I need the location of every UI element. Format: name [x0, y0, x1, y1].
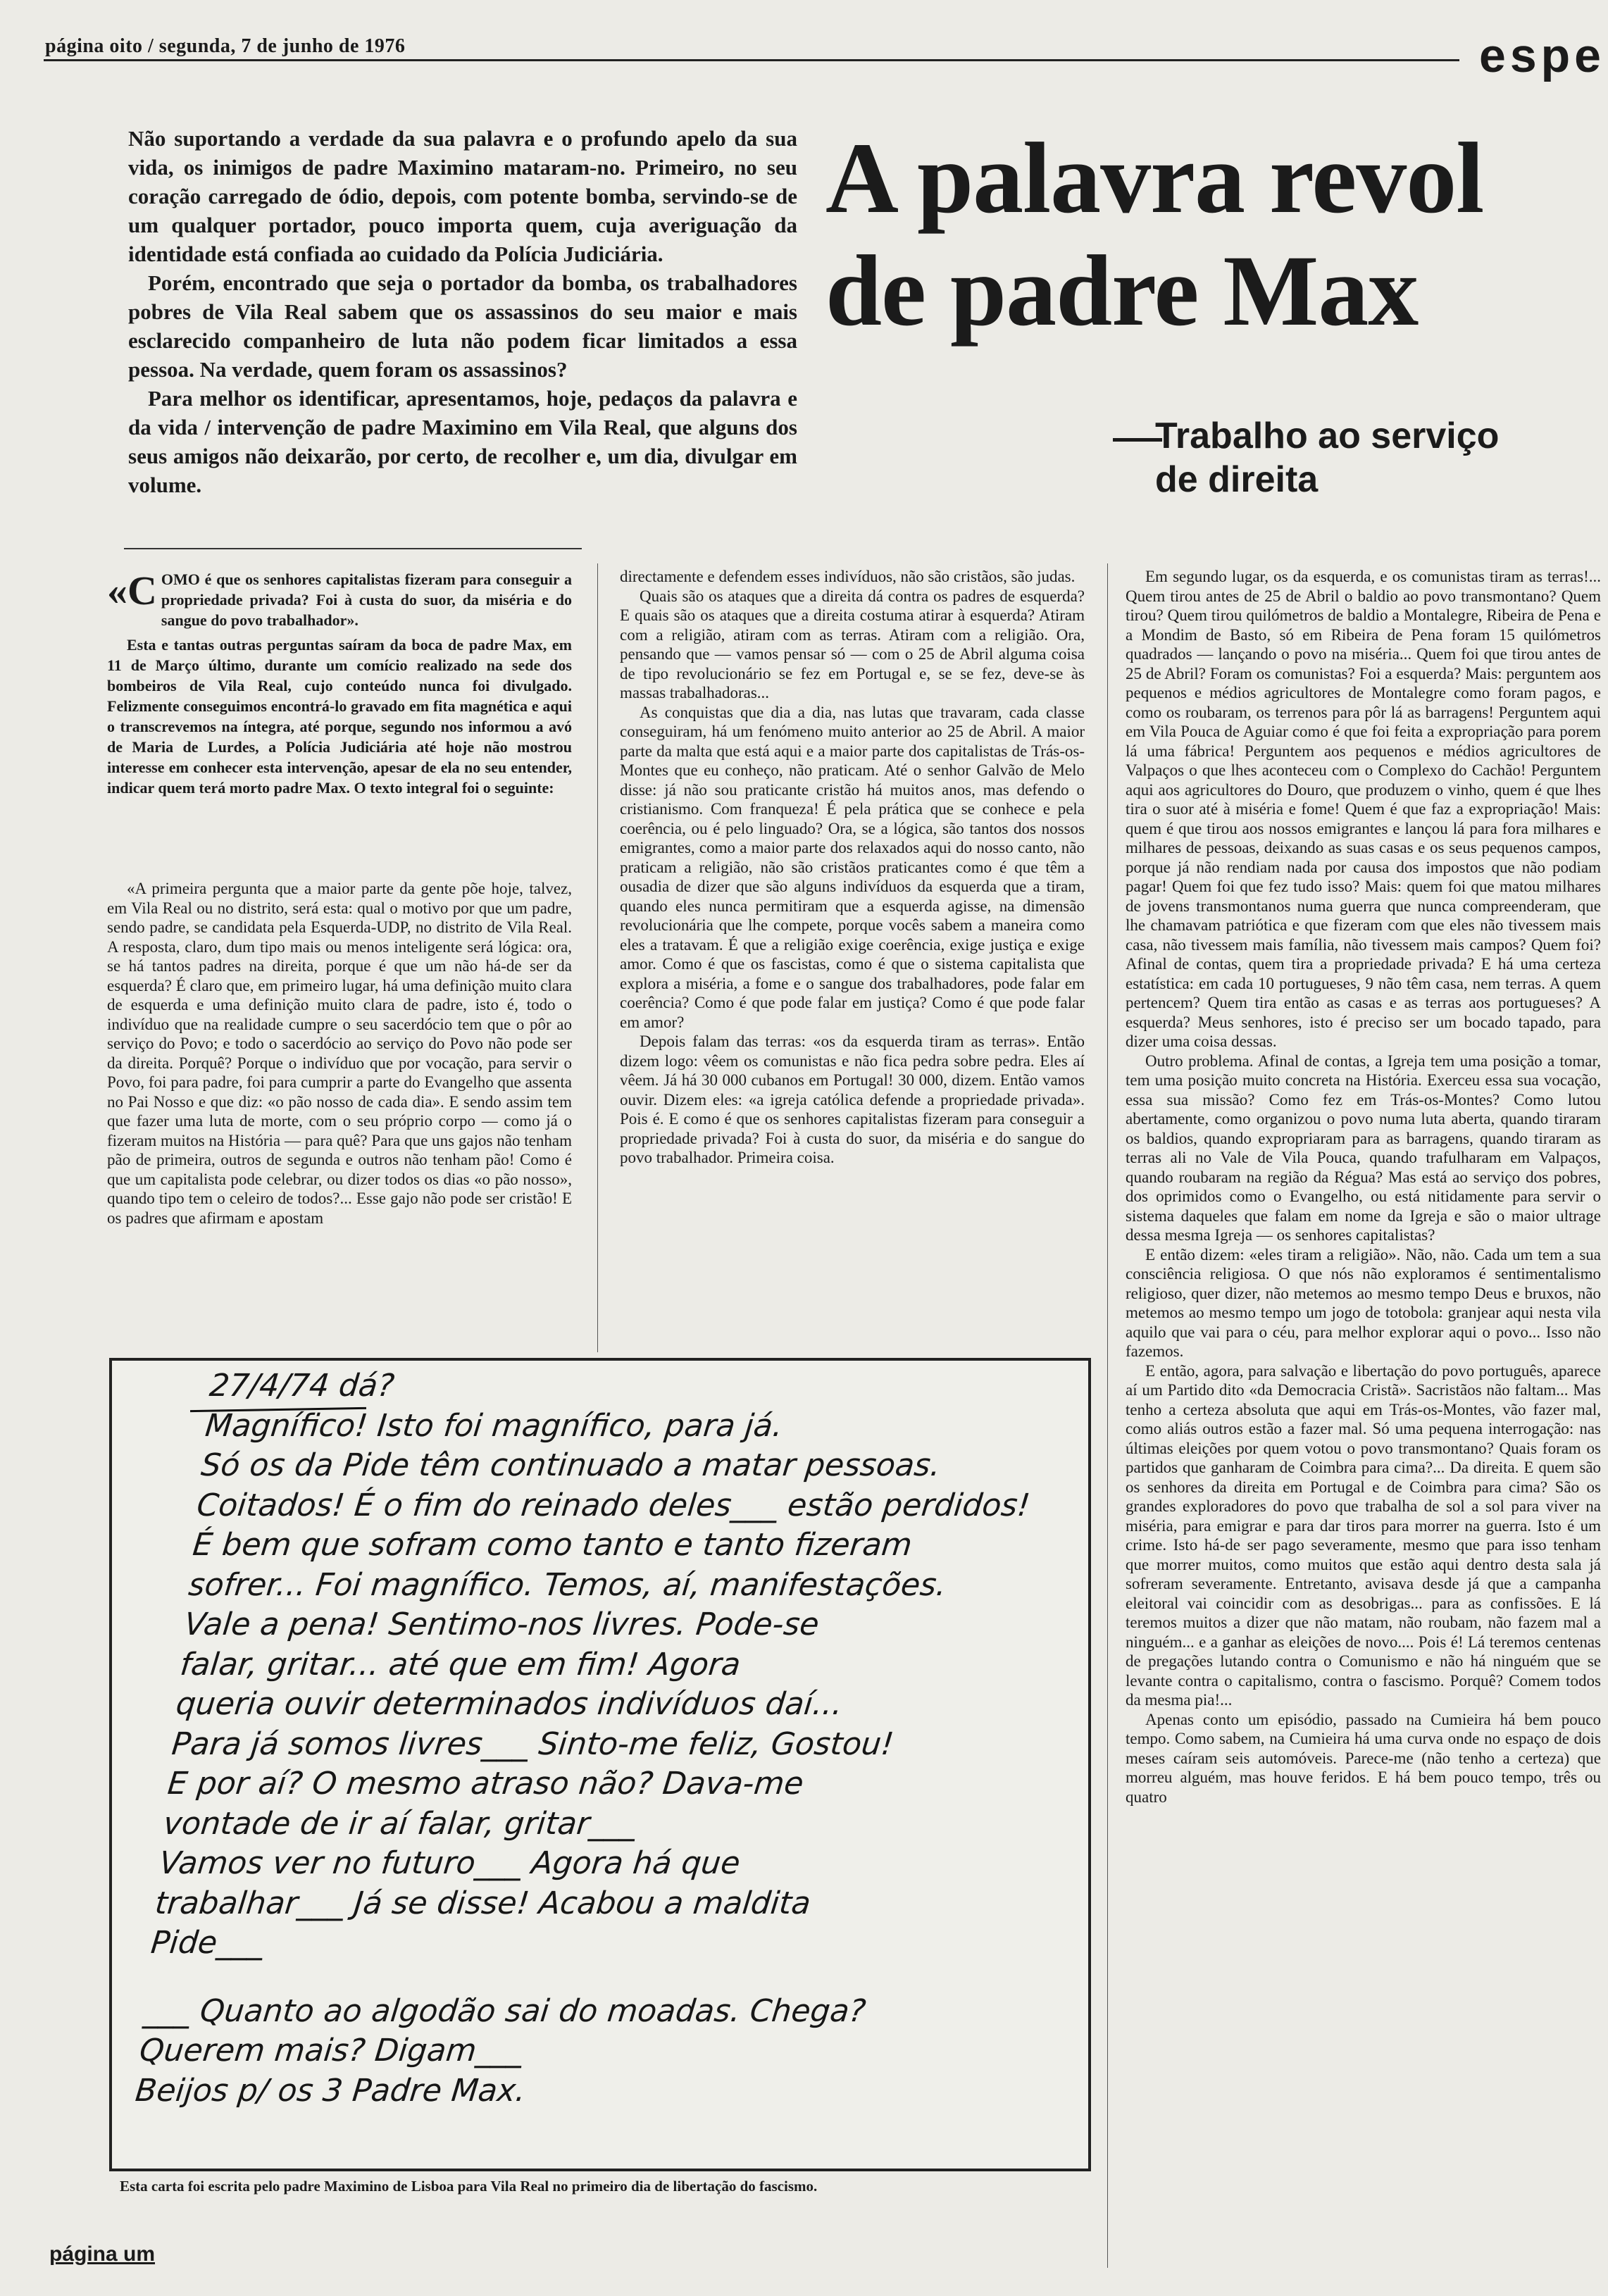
handwritten-letter: [133, 1366, 1113, 2111]
body-paragraph: E então dizem: «eles tiram a religião». Não, não. Cada um tem a sua consciência religiosa. O que nós não exploramos é sentimentalismo religioso, quer dizer, não metemos ao mesmo tempo Deus e bruxos, não metemos ao mesmo tempo um jogo de totobola: granjear aqui nesta vila aquilo que vai para o céu, para melhor explorar aqui o povo... Isso não fazemos.: [1126, 1245, 1601, 1360]
body-paragraph: As conquistas que dia a dia, nas lutas que travaram, cada classe conseguiram, há um fenómeno muito anterior ao 25 de Abril. A maior parte da malta que está aqui e a maior parte dos capitalistas de Trás-os-Montes que eu conheço, não praticam. Até o senhor Galvão de Melo disse: já não sou praticante cristão há muitos anos, mas defendo o cristianismo. Com franqueza! É pela prática que se conhece e pela coerência, ou é pelo linguado? Ora, se a lógica, são tantos dos nossos emigrantes, como a maior parte dos relaxados aqui do nosso canto, não praticam a religião, não são cristãos praticantes como é que têm a ousadia de dizer que são alguns indivíduos da esquerda que a tiram, quando eles nunca permitiram que a esquerda agisse, na dimensão revolucionária que lhe compete, porque vocês sabem a maneira como eles a tratavam. É que a religião exige coerência, exige justiça e exige amor. Como é que os fascistas, como é que o sistema capitalista que explora a miséria, a fome e o sangue dos trabalhadores, pode falar em coerência? Como é que pode falar em justiça? Como é que pode falar em amor?: [620, 703, 1085, 1031]
headline-line-2: de padre Max: [825, 235, 1419, 347]
intro-rule: [124, 548, 582, 549]
letter-line: Vale a pena! Sentimo-nos livres. Pode-se: [182, 1606, 821, 1642]
subheadline: [1155, 414, 1606, 501]
section-title: espe: [1479, 29, 1605, 82]
letter-line: Vamos ver no futuro___ Agora há que: [157, 1845, 742, 1881]
headline-line-1: A palavra revol: [825, 123, 1484, 235]
letter-line: Pide___: [149, 1925, 266, 1961]
body-paragraph: Apenas conto um episódio, passado na Cumieira há bem pouco tempo. Como sabem, na Cumieira há uma curva onde no espaço de dois meses caíram seis automóveis. Parece-me (não tenho a certeza) que morreu alguém, mas houve feridos. E há bem pouco tempo, três ou quatro: [1126, 1710, 1601, 1806]
body-paragraph: «A primeira pergunta que a maior parte da gente põe hoje, talvez, em Vila Real ou no distrito, será esta: qual o motivo por que um padre, sendo padre, se candidata pela Esquerda-UDP, no distrito de Vila Real. A resposta, claro, dum tipo mais ou menos inteligente será lógica: ora, se há tantos padres na direita, porque é que um não há-de ser da esquerda? É claro que, em primeiro lugar, há uma definição muito clara de esquerda e uma definição muito clara de padre, isto é, todo o indivíduo que na realidade cumpre o seu sacerdócio tem que o pôr ao serviço do Povo; e todo o sacerdócio ao serviço do Povo não pode ser da direita. Porquê? Porque o indivíduo que por vocação, para servir o Povo, foi para padre, foi para cumprir a parte do Evangelho que assenta no Pai Nosso e que diz: «o pão nosso de cada dia». E sendo assim tem que fazer uma luta de morte, com o seu próprio corpo — como já o fizeram muitos na História — para quê? Para que uns gajos não tenham pão de primeira, outros de segunda e outros não tenham pão! Como é que um capitalista pode celebrar, ou dizer todos os dias «o pão nosso», quando tipo tem o celeiro de todos?... Esse gajo não pode ser cristão! E os padres que afirmam e apostam: [107, 880, 572, 1227]
footer-label: página um: [49, 2242, 156, 2266]
running-head: página oito / segunda, 7 de junho de 1976: [45, 35, 406, 57]
letter-line: ___ Quanto ao algodão sai do moadas. Chega?: [142, 1992, 868, 2029]
letter-line: 27/4/74 dá?: [207, 1368, 397, 1404]
letter-caption: Esta carta foi escrita pelo padre Maximino de Lisboa para Vila Real no primeiro dia de libertação do fascismo.: [120, 2178, 818, 2195]
letter-line: queria ouvir determinados indivíduos daí...: [174, 1686, 844, 1722]
body-paragraph: Outro problema. Afinal de contas, a Igreja tem uma posição a tomar, tem uma posição muito concreta na História. Exerceu essa sua vocação, essa sua missão? Como fez em Trás-os-Montes? Como lutou abertamente, como organizou o povo numa luta aberta, quando tiraram os baldios, quando expropriaram para as barragens, quando tiraram as terras ali no Vale de Vila Pouca, quando trafulharam em Valpaços, quando roubaram na região da Régua? Mas está ao serviço dos pobres, dos oprimidos como o Evangelho, ou está nitidamente para servir o sistema daqueles que falam em nome da Igreja e são o maior ultrage dessa mesma Igreja — os senhores capitalistas?: [1126, 1052, 1601, 1244]
body-paragraph: Em segundo lugar, os da esquerda, e os comunistas tiram as terras!... Quem tirou antes de 25 de Abril o baldio ao povo transmontano? Quem tirou? Quem tirou quilómetros de baldio a Montalegre, Ribeira de Pena e a Mondim de Basto, só em Ribeira de Pena foram 15 quilómetros quadrados — lançando o povo na miséria... Quem foi que tirou antes de 25 de Abril? Foram os comunistas? Foi a esquerda? Mais: perguntem aos pequenos e médios agricultores de Montalegre como foram pagos, e como os roubaram, os terrenos para pôr lá as barragens! Perguntem aqui em Vila Pouca de Aguiar como é que foi feita a expropriação para porem lá uma fábrica! Perguntem aos pequenos e médios agricultores de Valpaços o que lhes aconteceu com o Complexo do Cachão! Perguntem aqui aos agricultores do Douro, que produzem o vinho, quem é que lhes tira o suor até à miséria e fome! Quem é que faz a expropriação! Mais: quem é que tirou aos nossos emigrantes e lançou lá para fora milhares e milhares de pessoas, deixando as suas casas e os seus pequenos campos, porque já não rendiam nada por causa dos impostos que não podiam pagar! Quem foi que fez tudo isso? Mais: quem foi que matou milhares de jovens transmontanos numa guerra que nunca compreenderam, que lhe chamavam patriótica e que fizeram com que eles não tivessem mais casa, não tivessem mais família, não tivessem mais campos? Quem foi? Afinal de contas, quem tira a propriedade privada? E há uma certeza estatística: em cada 10 portugueses, 9 não têm casa, nem terras. A quem pertencem? Quem tira então as casas e as terras aos portugueses? A esquerda? Meus senhores, isto é preciso ser um bocado tapado, para dizer uma coisa dessas.: [1126, 568, 1601, 1050]
letter-line: falar, gritar... até que em fim! Agora: [178, 1646, 742, 1683]
intro-block: [128, 124, 797, 499]
subheadline-line-1: Trabalho ao serviço: [1155, 416, 1500, 456]
intro-paragraph: Porém, encontrado que seja o portador da bomba, os trabalhadores pobres de Vila Real sabem que os assassinos do seu maior e mais esclarecido companheiro de luta não podem ficar limitados a essa pessoa. Na verdade, quem foram os assassinos?: [128, 270, 797, 382]
letter-line: sofrer... Foi magnífico. Temos, aí, manifestações.: [187, 1566, 949, 1603]
letter-line: Para já somos livres___ Sinto-me feliz, Gostou!: [170, 1726, 896, 1762]
column-3-body: [1126, 567, 1601, 1807]
letter-line: Querem mais? Digam___: [137, 2033, 525, 2069]
letter-line: Beijos p/ os 3 Padre Max.: [133, 2072, 528, 2109]
lead-block: [107, 569, 572, 798]
letter-line: Só os da Pide têm continuado a matar pessoas.: [199, 1447, 942, 1483]
body-paragraph: Depois falam das terras: «os da esquerda tiram as terras». Então dizem logo: vêem os comunistas e não fica pedra sobre pedra. Eles aí vêem. Já há 30 000 cubanos em Portugal! 30 000, dizem. Então vamos ouvir. Dizem eles: «a igreja católica defende a propriedade privada». Pois é. E como é que os senhores capitalistas fizeram para conseguir a propriedade privada? Foi à custa do suor, da miséria e do sangue do povo trabalhador. Primeira coisa.: [620, 1032, 1085, 1166]
header-rule: [44, 59, 1459, 61]
column-divider: [597, 563, 598, 1352]
letter-line: Coitados! É o fim do reinado deles___ estão perdidos!: [195, 1487, 1032, 1523]
drop-cap: «C: [107, 568, 157, 613]
letter-line: vontade de ir aí falar, gritar___: [161, 1805, 638, 1842]
column-1-body: [107, 879, 572, 1228]
subheadline-line-2: de direita: [1155, 459, 1319, 500]
letter-line: Magnífico! Isto foi magnífico, para já.: [204, 1407, 785, 1444]
column-2-body: [620, 567, 1085, 1168]
letter-line: É bem que sofram como tanto e tanto fizeram: [191, 1527, 914, 1563]
body-paragraph: directamente e defendem esses indivíduos, não são cristãos, são judas.: [620, 568, 1076, 585]
body-paragraph: E então, agora, para salvação e libertação do povo português, aparece aí um Partido dito «da Democracia Cristã». Sacristãos não faltam... Mas tenho a certeza absoluta que aqui em Trás-os-Montes, vão fazer mal, como aliás outros estão a fazer mal. Só uma pequena interrogação: nas últimas eleições por quem votou o povo transmontano? Quais foram os partidos que ganharam de Coimbra para cima?... Da direita. E quem são os senhores da direita em Portugal e de Coimbra para cima? São os grandes exploradores do povo que trabalha de sol a sol para viver na miséria, para emigrar e para dar tiros para morrer na guerra. Isto é um crime. Isto há-de ser pago severamente, mesmo que para isso tenham que morrer muitos, como muitos que estão aqui dentro desta sala já sofreram severamente. Entretanto, avisava desde já que a campanha eleitoral vai coincidir com as desobrigas... para as confissões. E lá teremos muitos a dizer que não matam, não roubam, não fazem mal a ninguém... e a ganhar as eleições de novo.... Pois é! Lá teremos centenas de pregações lutando contra o Comunismo e não há ninguém que se levante contra o capitalismo, contra o fascismo. Porquê? Comem todos da mesma pia!...: [1126, 1361, 1601, 1709]
letter-line: trabalhar___ Já se disse! Acabou a maldita: [153, 1885, 813, 1921]
headline: [825, 123, 1608, 348]
lead-quote-text: OMO é que os senhores capitalistas fizeram para conseguir a propriedade privada? Foi à custa do suor, da miséria e do sangue do povo trabalhador».: [161, 570, 572, 629]
intro-paragraph: Não suportando a verdade da sua palavra e o profundo apelo da sua vida, os inimigos de padre Maximino mataram-no. Primeiro, no seu coração carregado de ódio, depois, com potente bomba, servindo-se de um qualquer portador, pouco importa quem, cuja averiguação da identidade está confiada ao cuidado da Polícia Judiciária.: [128, 126, 797, 266]
lead-paragraph: Esta e tantas outras perguntas saíram da boca de padre Max, em 11 de Março último, durante um comício realizado na sede dos bombeiros de Vila Real, cujo conteúdo nunca foi divulgado. Felizmente conseguimos encontrá-lo gravado em fita magnética e aqui o transcrevemos na íntegra, até porque, segundo nos informou a avó de Maria de Lurdes, a Polícia Judiciária até hoje não mostrou interesse em conhecer esta intervenção, apesar de ela no seu entender, indicar quem terá morto padre Max. O texto integral foi o seguinte:: [107, 636, 572, 797]
letter-line: E por aí? O mesmo atraso não? Dava-me: [166, 1766, 806, 1802]
intro-paragraph: Para melhor os identificar, apresentamos, hoje, pedaços da palavra e da vida / intervenção de padre Maximino em Vila Real, que alguns dos seus amigos não deixarão, por certo, de recolher e, um dia, divulgar em volume.: [128, 386, 797, 497]
body-paragraph: Quais são os ataques que a direita dá contra os padres de esquerda? E quais são os ataques que a direita costuma atirar à esquerda? Atiram com a religião, atiram com as terras. Atiram com a religião. Ora, pensando que — vamos pensar só — com o 25 de Abril alguma coisa de tipo revolucionário se fez em Portugal e, se se fez, deve-se às massas trabalhadoras...: [620, 587, 1085, 701]
